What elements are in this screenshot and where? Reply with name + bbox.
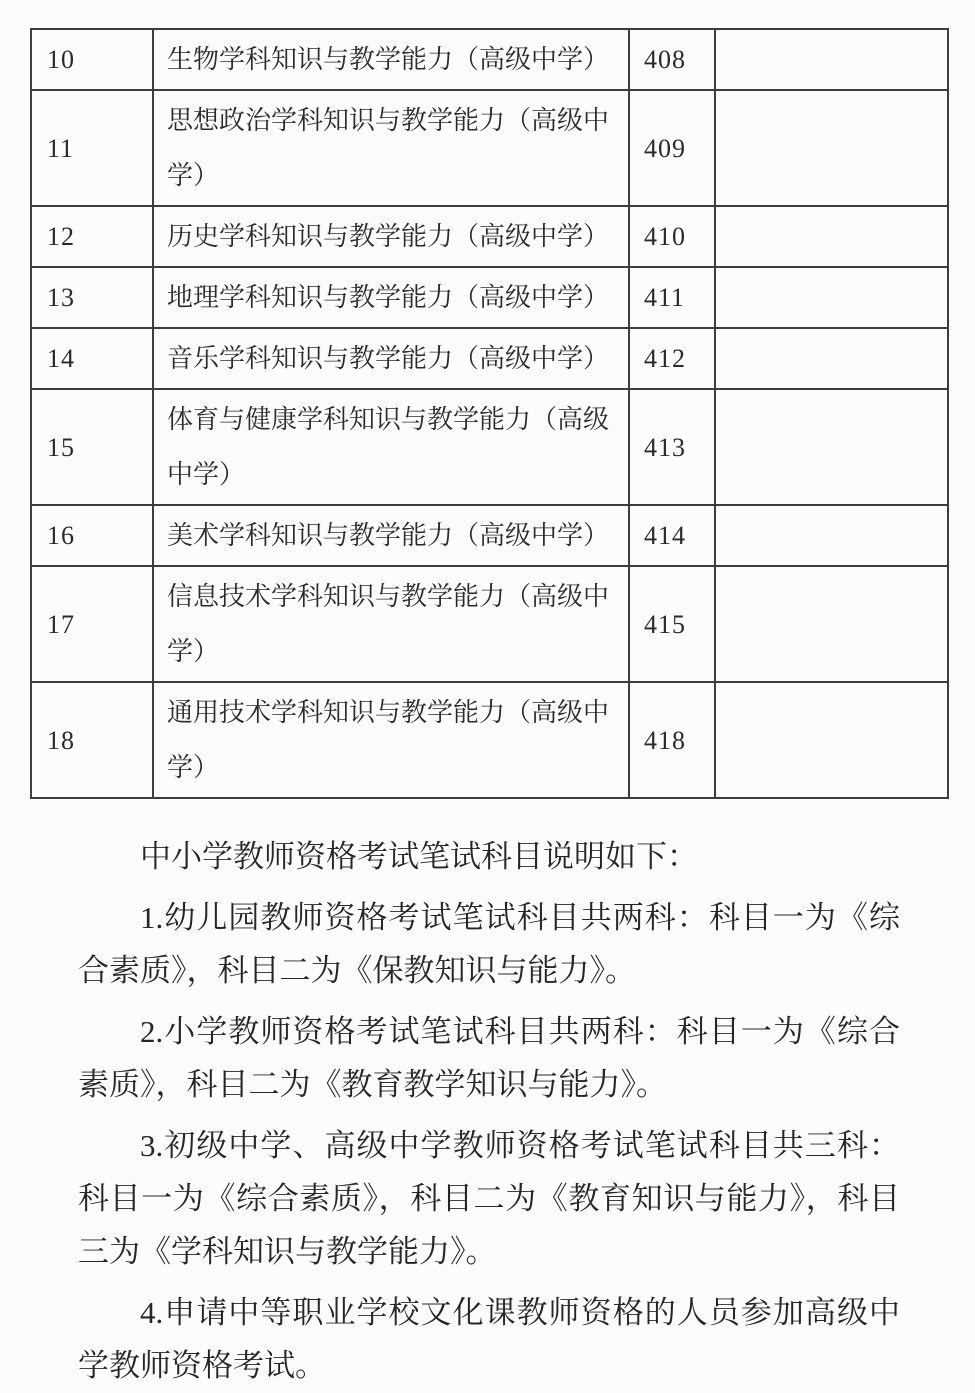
row-number-cell: 16 <box>31 505 153 566</box>
subject-code-cell: 412 <box>629 328 715 389</box>
subject-code-cell: 413 <box>629 389 715 505</box>
row-number-cell: 17 <box>31 566 153 682</box>
table-row <box>31 682 948 798</box>
table-row <box>31 328 948 389</box>
remark-cell <box>715 29 948 90</box>
notes-section <box>78 830 900 1393</box>
subject-name-cell: 思想政治学科知识与教学能力（高级中学） <box>153 90 629 206</box>
remark-cell <box>715 267 948 328</box>
exam-subjects-table <box>30 28 949 799</box>
note-paragraph-2: 2.小学教师资格考试笔试科目共两科：科目一为《综合素质》，科目二为《教育教学知识与能力》。 <box>78 1014 900 1102</box>
subject-name-cell: 体育与健康学科知识与教学能力（高级中学） <box>153 389 629 505</box>
subject-name-cell: 地理学科知识与教学能力（高级中学） <box>153 267 629 328</box>
remark-cell <box>715 90 948 206</box>
subject-name-cell: 音乐学科知识与教学能力（高级中学） <box>153 328 629 389</box>
table-row <box>31 389 948 505</box>
note-paragraph-1: 1.幼儿园教师资格考试笔试科目共两科：科目一为《综合素质》，科目二为《保教知识与能力》。 <box>78 900 900 988</box>
table-row <box>31 206 948 267</box>
table-row <box>31 90 948 206</box>
subject-name-cell: 通用技术学科知识与教学能力（高级中学） <box>153 682 629 798</box>
subject-code-cell: 410 <box>629 206 715 267</box>
note-paragraph-3: 3.初级中学、高级中学教师资格考试笔试科目共三科：科目一为《综合素质》，科目二为《教育知识与能力》，科目三为《学科知识与教学能力》。 <box>78 1128 900 1269</box>
table-row <box>31 566 948 682</box>
row-number-cell: 11 <box>31 90 153 206</box>
row-number-cell: 14 <box>31 328 153 389</box>
subject-code-cell: 418 <box>629 682 715 798</box>
row-number-cell: 12 <box>31 206 153 267</box>
remark-cell <box>715 206 948 267</box>
remark-cell <box>715 566 948 682</box>
table-row <box>31 267 948 328</box>
subject-code-cell: 411 <box>629 267 715 328</box>
note-paragraph-4: 4.申请中等职业学校文化课教师资格的人员参加高级中学教师资格考试。 <box>78 1295 900 1383</box>
remark-cell <box>715 505 948 566</box>
subject-name-cell: 历史学科知识与教学能力（高级中学） <box>153 206 629 267</box>
remark-cell <box>715 389 948 505</box>
subject-name-cell: 生物学科知识与教学能力（高级中学） <box>153 29 629 90</box>
table-row <box>31 29 948 90</box>
subject-name-cell: 信息技术学科知识与教学能力（高级中学） <box>153 566 629 682</box>
row-number-cell: 10 <box>31 29 153 90</box>
row-number-cell: 18 <box>31 682 153 798</box>
table-row <box>31 505 948 566</box>
subject-code-cell: 408 <box>629 29 715 90</box>
row-number-cell: 13 <box>31 267 153 328</box>
remark-cell <box>715 682 948 798</box>
notes-intro: 中小学教师资格考试笔试科目说明如下： <box>140 839 698 874</box>
subject-code-cell: 415 <box>629 566 715 682</box>
subject-code-cell: 409 <box>629 90 715 206</box>
remark-cell <box>715 328 948 389</box>
subject-code-cell: 414 <box>629 505 715 566</box>
subject-name-cell: 美术学科知识与教学能力（高级中学） <box>153 505 629 566</box>
row-number-cell: 15 <box>31 389 153 505</box>
